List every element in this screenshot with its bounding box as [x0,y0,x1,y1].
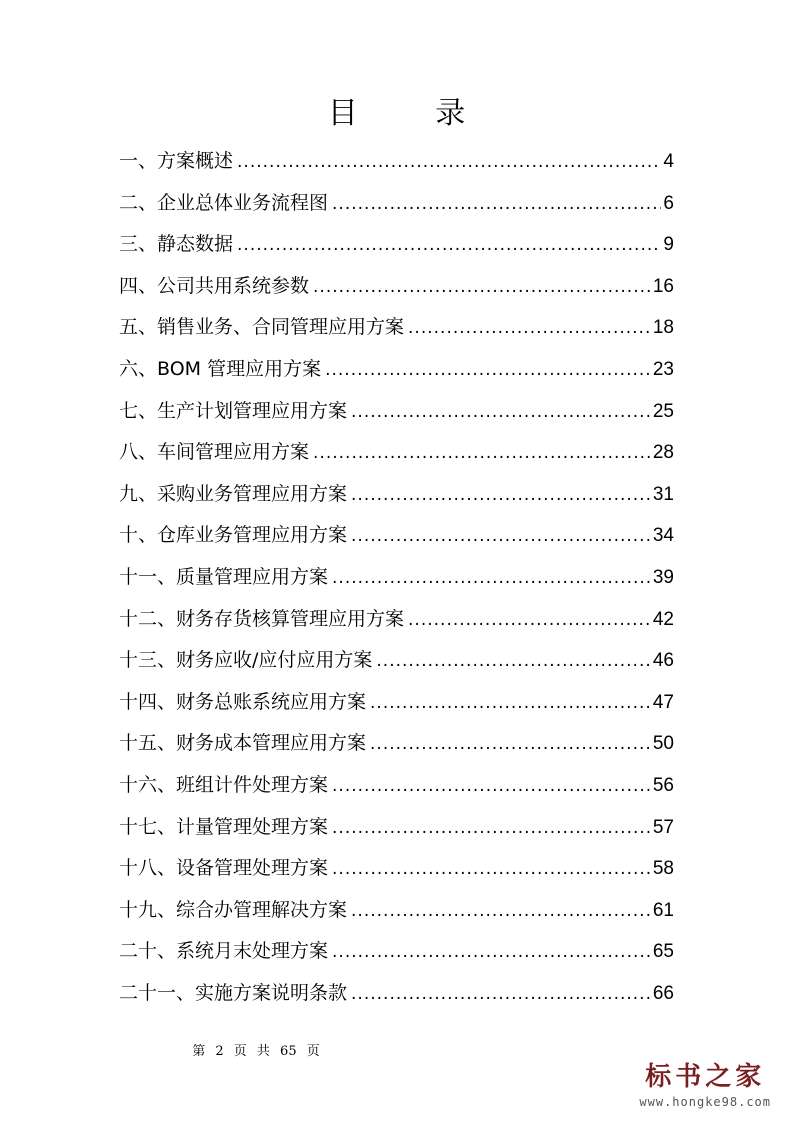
toc-entry-page-number: 16 [652,275,674,297]
toc-entry-label: 十二、财务存货核算管理应用方案 [119,607,405,630]
toc-dot-leader [332,932,651,974]
toc-entry-page-number: 65 [652,941,674,963]
toc-dot-leader [351,392,651,434]
toc-entry-page-number: 28 [652,442,674,464]
toc-entry-label: 六、BOM 管理应用方案 [119,357,322,380]
toc-entry-page-number: 4 [663,151,674,172]
toc-entry[interactable] [119,599,674,641]
toc-dot-leader [370,724,651,766]
toc-entry-label: 十六、班组计件处理方案 [119,773,329,796]
toc-dot-leader [313,267,651,309]
toc-entry-label: 二十、系统月末处理方案 [119,940,329,963]
toc-entry-label: 一、方案概述 [119,150,234,172]
toc-dot-leader [332,849,651,891]
watermark-url: www.hongke98.com [639,1095,771,1109]
toc-entry[interactable] [119,432,674,474]
toc-entry[interactable] [119,973,674,1015]
toc-entry-label: 十三、财务应收/应付应用方案 [119,649,373,672]
toc-dot-leader [332,766,651,808]
toc-entry[interactable] [119,391,674,433]
toc-entry-page-number: 42 [652,608,674,630]
toc-entry-label: 十八、设备管理处理方案 [119,857,329,880]
toc-entry-label: 九、采购业务管理应用方案 [119,482,348,505]
watermark-logo [639,1060,771,1110]
toc-entry-page-number: 47 [652,691,674,713]
toc-entry-label: 七、生产计划管理应用方案 [119,399,348,422]
toc-entry-page-number: 56 [652,774,674,796]
toc-entry[interactable] [119,682,674,724]
toc-entry-label: 八、车间管理应用方案 [119,441,310,464]
toc-entry-label: 十一、质量管理应用方案 [119,565,329,588]
toc-entry-page-number: 31 [652,483,674,505]
toc-entry-label: 十四、财务总账系统应用方案 [119,690,367,713]
toc-entry-page-number: 34 [652,525,674,547]
toc-entry[interactable] [119,307,674,349]
toc-entry[interactable] [119,515,674,557]
toc-entry-label: 二十一、实施方案说明条款 [119,981,348,1004]
toc-entry[interactable] [119,224,674,266]
toc-entry-page-number: 23 [652,358,674,380]
toc-entry-page-number: 50 [652,733,674,755]
toc-entry-page-number: 57 [652,816,674,838]
toc-entry[interactable] [119,848,674,890]
toc-entry[interactable] [119,723,674,765]
toc-entry-page-number: 58 [652,858,674,880]
toc-dot-leader [408,308,651,350]
toc-dot-leader [370,683,651,725]
toc-entry[interactable] [119,890,674,932]
toc-dot-leader [351,475,651,517]
toc-entry-page-number: 18 [652,317,674,339]
toc-entry-label: 三、静态数据 [119,233,234,256]
page-number-footer: 第 2 页 共 65 页 [192,1044,320,1059]
toc-entry[interactable] [119,266,674,308]
toc-dot-leader [351,891,651,933]
toc-entry[interactable] [119,474,674,516]
toc-dot-leader [237,142,661,184]
toc-dot-leader [408,600,651,642]
toc-entry-page-number: 9 [663,234,674,256]
toc-dot-leader [376,641,650,683]
toc-entry-page-number: 39 [652,566,674,588]
toc-entry-label: 十七、计量管理处理方案 [119,815,329,838]
toc-entry[interactable] [119,765,674,807]
toc-dot-leader [325,350,651,392]
toc-entry[interactable] [119,183,674,225]
toc-entry-page-number: 61 [652,899,674,921]
table-of-contents [119,141,674,1014]
toc-entry[interactable] [119,931,674,973]
toc-dot-leader [332,184,661,226]
page-title: 目 录 [327,96,500,131]
toc-entry[interactable] [119,141,674,183]
toc-entry[interactable] [119,557,674,599]
toc-dot-leader [313,433,651,475]
toc-entry-label: 四、公司共用系统参数 [119,274,310,297]
toc-entry-page-number: 6 [663,192,674,214]
toc-entry[interactable] [119,349,674,391]
watermark-name: 标书之家 [645,1062,766,1092]
toc-entry[interactable] [119,640,674,682]
toc-entry-page-number: 46 [652,650,674,672]
toc-dot-leader [332,808,651,850]
toc-entry-label: 十五、财务成本管理应用方案 [119,732,367,755]
toc-entry-label: 二、企业总体业务流程图 [119,191,329,214]
toc-dot-leader [351,974,651,1016]
toc-dot-leader [332,558,651,600]
toc-entry[interactable] [119,807,674,849]
toc-entry-label: 五、销售业务、合同管理应用方案 [119,316,405,339]
toc-entry-label: 十九、综合办管理解决方案 [119,898,348,921]
toc-entry-label: 十、仓库业务管理应用方案 [119,524,348,547]
toc-entry-page-number: 66 [652,982,674,1004]
toc-dot-leader [237,225,661,267]
toc-dot-leader [351,516,651,558]
toc-entry-page-number: 25 [652,400,674,422]
